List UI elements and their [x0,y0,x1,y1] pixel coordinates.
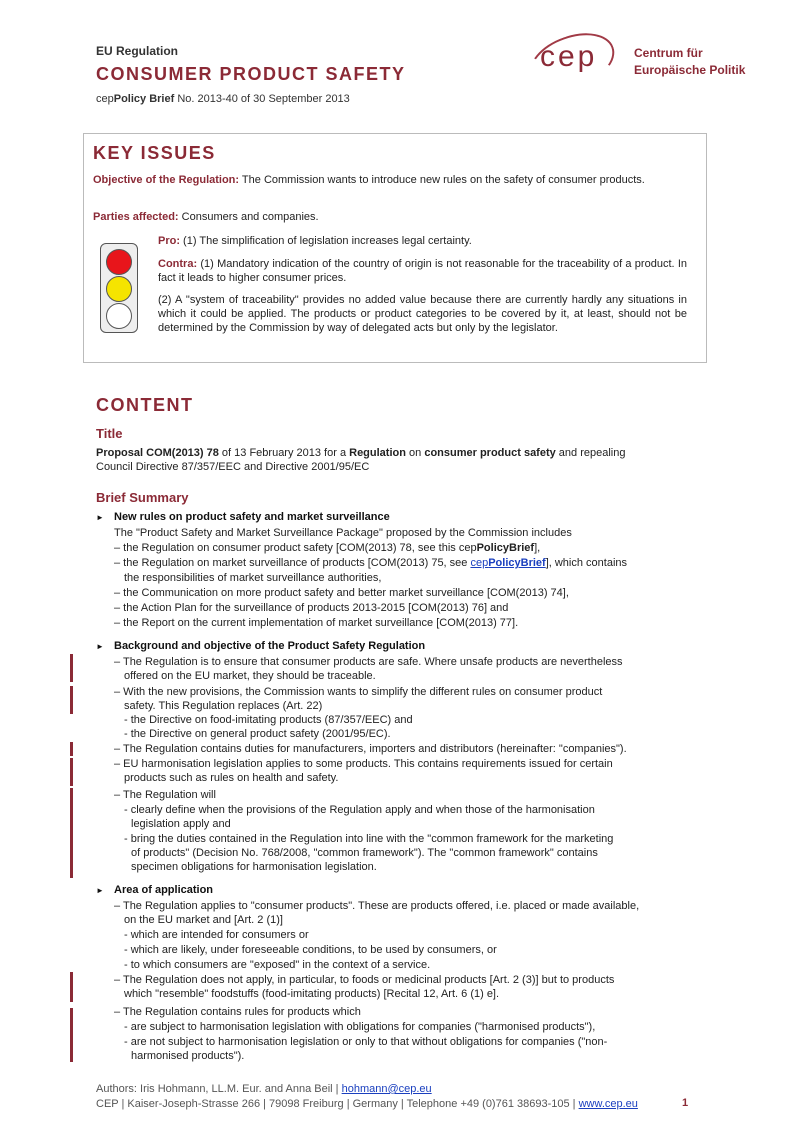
logo-organization-name: Centrum für Europäische Politik [634,46,746,77]
proposal-line-2: Council Directive 87/357/EEC and Directive 2001/95/EC [96,461,370,473]
footer-authors: Authors: Iris Hohmann, LL.M. Eur. and Anna Beil | hohmann@cep.eu [96,1083,432,1095]
change-bar [70,788,73,878]
key-issues-title: KEY ISSUES [93,143,216,163]
objective-paragraph: Objective of the Regulation: The Commission wants to introduce new rules on the safety of consumer products. [93,174,645,186]
s2-item-2-cont: safety. This Regulation replaces (Art. 22) [124,700,323,712]
red-lamp [106,249,132,275]
change-bar [70,654,73,682]
s3-item-1: – The Regulation applies to "consumer products". These are products offered, i.e. placed or made available, [114,900,640,912]
s3-item-2: – The Regulation does not apply, in particular, to foods or medicinal products [Art. 2 (3)] but to products [114,974,615,986]
s1-item-1: – the Regulation on consumer product safety [COM(2013) 78, see this cepPolicyBrief], [114,542,541,554]
page-title: CONSUMER PRODUCT SAFETY [96,64,406,84]
s2-item-5-sub2-cont: of products" (Decision No. 768/2008, "common framework"). The "common framework" contains [131,847,598,859]
s3-item-3-sub1: - are subject to harmonisation legislation with obligations for companies ("harmonised products"), [124,1021,596,1033]
bullet-arrow-icon: ► [96,513,104,522]
s2-item-3: – The Regulation contains duties for manufacturers, importers and distributors (hereinafter: "companies"). [114,743,627,755]
s2-item-5-sub2: - bring the duties contained in the Regulation into line with the "common framework for the marketing [124,833,614,845]
s2-item-5: – The Regulation will [114,789,216,801]
footer-address: CEP | Kaiser-Joseph-Strasse 266 | 79098 Freiburg | Germany | Telephone +49 (0)761 38693-105 | www.cep.eu [96,1098,638,1110]
bullet-arrow-icon: ► [96,886,104,895]
section-heading-new-rules: New rules on product safety and market surveillance [114,511,390,523]
s2-item-5-sub1-cont: legislation apply and [131,818,231,830]
policy-brief-link[interactable]: cepPolicyBrief [470,557,546,569]
s1-item-5: – the Report on the current implementation of market surveillance [COM(2013) 77]. [114,617,519,629]
s3-item-3-sub2-cont: harmonised products"). [131,1050,245,1062]
s3-item-3: – The Regulation contains rules for products which [114,1006,361,1018]
title-heading: Title [96,426,123,441]
brief-summary-heading: Brief Summary [96,490,189,505]
section-heading-area: Area of application [114,884,214,896]
parties-paragraph: Parties affected: Consumers and companies. [93,211,319,223]
proposal-line: Proposal COM(2013) 78 of 13 February 2013 for a Regulation on consumer product safety and repealing [96,447,626,459]
website-link[interactable]: www.cep.eu [578,1098,638,1110]
s3-item-3-sub2: - are not subject to harmonisation legislation or only to that without obligations for companies ("non- [124,1036,608,1048]
s3-item-2-cont: which "resemble" foodstuffs (food-imitating products) [Recital 12, Art. 6 (1) e]. [124,988,500,1000]
s2-item-4-cont: products such as rules on health and safety. [124,772,339,784]
s2-item-1: – The Regulation is to ensure that consumer products are safe. Where unsafe products are nevertheless [114,656,623,668]
eu-regulation-label: EU Regulation [96,44,179,58]
pro-paragraph: Pro: (1) The simplification of legislation increases legal certainty. [158,235,472,247]
s1-item-2: – the Regulation on market surveillance of products [COM(2013) 75, see cepPolicyBrief], which contains [114,557,628,569]
page-number: 1 [682,1097,689,1109]
s1-item-2-cont: the responsibilities of market surveillance authorities, [124,572,382,584]
s1-item-4: – the Action Plan for the surveillance of products 2013-2015 [COM(2013) 76] and [114,602,509,614]
s2-item-4: – EU harmonisation legislation applies to some products. This contains requirements issued for certain [114,758,613,770]
s3-item-1-cont: on the EU market and [Art. 2 (1)] [124,914,283,926]
contra-paragraph-1: Contra: (1) Mandatory indication of the country of origin is not reasonable for the traceability of a product. In fact it leads to higher consumer prices. [158,258,687,284]
brief-number: cepPolicy Brief No. 2013-40 of 30 September 2013 [96,93,350,105]
s3-item-1-sub1: - which are intended for consumers or [124,929,309,941]
yellow-lamp [106,276,132,302]
s2-item-5-sub2-cont2: specimen obligations for harmonisation legislation. [131,861,377,873]
content-title: CONTENT [96,395,194,415]
s2-item-2: – With the new provisions, the Commission wants to simplify the different rules on consumer product [114,686,603,698]
cep-logo: cep [540,40,598,73]
white-lamp [106,303,132,329]
s2-item-2-sub2: - the Directive on general product safety (2001/95/EC). [124,728,391,740]
change-bar [70,758,73,786]
change-bar [70,742,73,756]
change-bar [70,1008,73,1062]
bullet-arrow-icon: ► [96,642,104,651]
section-heading-background: Background and objective of the Product Safety Regulation [114,640,426,652]
change-bar [70,686,73,714]
s1-item-3: – the Communication on more product safety and better market surveillance [COM(2013) 74], [114,587,569,599]
s1-intro: The "Product Safety and Market Surveillance Package" proposed by the Commission includes [114,527,572,539]
s3-item-1-sub2: - which are likely, under foreseeable conditions, to be used by consumers, or [124,944,497,956]
s2-item-2-sub1: - the Directive on food-imitating products (87/357/EEC) and [124,714,413,726]
s2-item-5-sub1: - clearly define when the provisions of the Regulation apply and when those of the harmonisation [124,804,595,816]
traffic-light-icon [100,243,138,333]
s2-item-1-cont: offered on the EU market, they should be traceable. [124,670,376,682]
s3-item-1-sub3: - to which consumers are "exposed" in the context of a service. [124,959,431,971]
email-link[interactable]: hohmann@cep.eu [341,1083,432,1095]
change-bar [70,972,73,1002]
contra-paragraph-2: (2) A "system of traceability" provides no added value because there are currently hardly any situations in which it could be applied. The products or product categories to be covered by it, at least, should not be determined by the Commission by way of delegated acts but only by the legislator. [158,294,687,334]
